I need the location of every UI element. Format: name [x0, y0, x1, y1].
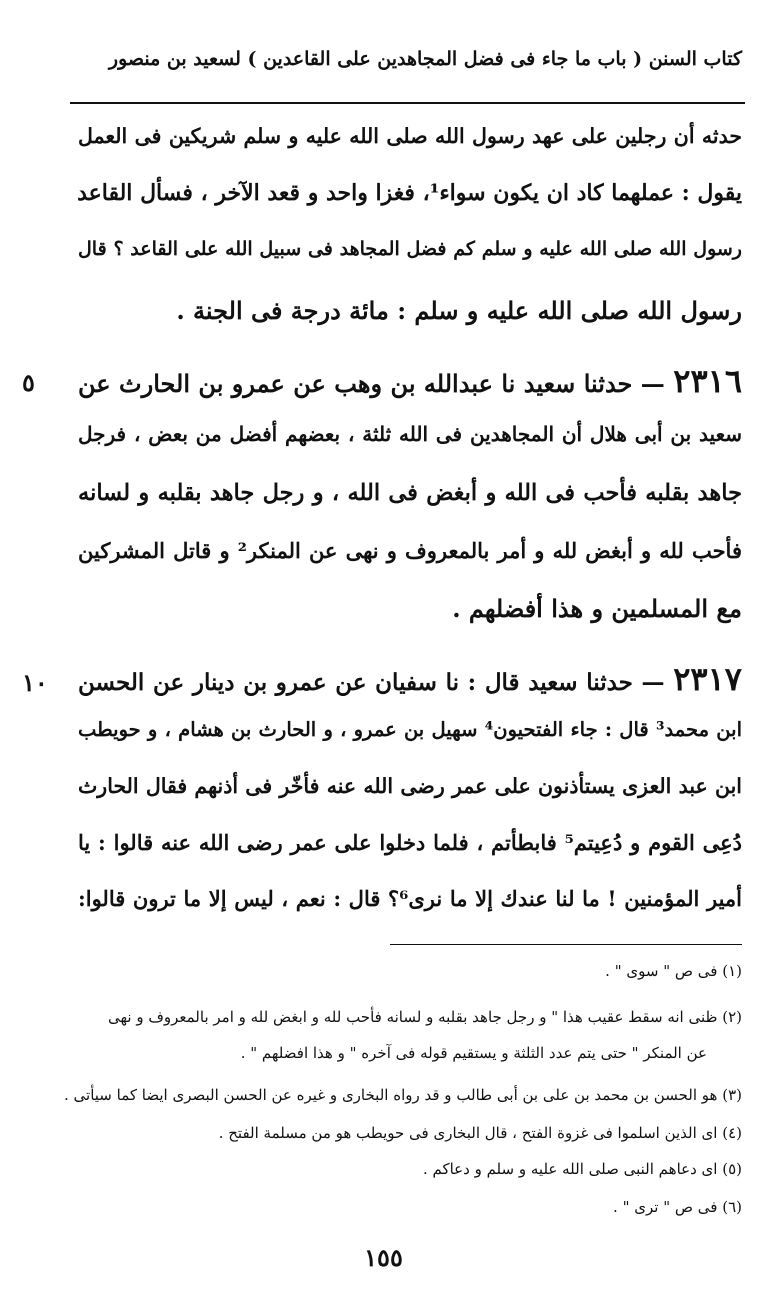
- footnote-2: (٢) ظنى انه سقط عقيب هذا " و رجل جاهد بقلبه و لسانه فأحب لله و ابغض لله و امر بالمعروف و نهى: [107, 1008, 742, 1026]
- body-line-2: يقول : عملهما كاد ان يكون سواء¹، فغزا واحد و قعد الآخر ، فسأل القاعد: [77, 180, 742, 206]
- footnote-6: (٦) فى ص " ترى " .: [613, 1198, 742, 1216]
- body-line-1: حدثه أن رجلين على عهد رسول الله صلى الله عليه و سلم شريكين فى العمل: [78, 124, 742, 148]
- margin-line-number: ٥: [22, 368, 35, 397]
- hadith-2317-line-5: أمير المؤمنين ! ما لنا عندك إلا ما نرى⁶؟ قال : نعم ، ليس إلا ما ترون قالوا:: [78, 886, 742, 911]
- hadith-2317-line-3: ابن عبد العزى يستأذنون على عمر رضى الله عنه فأخّر فى أذنهم فقال الحارث: [78, 774, 742, 798]
- hadith-2317-line-4: دُعِى القوم و دُعِيتم⁵ فابطأتم ، فلما دخلوا على عمر رضى الله عنه قالوا : يا: [78, 830, 742, 855]
- hadith-2316-line-4: فأحب لله و أبغض لله و أمر بالمعروف و نهى عن المنكر² و قاتل المشركين: [78, 538, 742, 563]
- footnote-1: (١) فى ص " سوى " .: [605, 962, 742, 980]
- hadith-2316-line-2: سعيد بن أبى هلال أن المجاهدين فى الله ثلثة ، بعضهم أفضل من بعض ، فرجل: [78, 422, 742, 446]
- hadith-2316-line-5: مع المسلمين و هذا أفضلهم .: [452, 594, 742, 623]
- page-number: ١٥٥: [364, 1243, 403, 1272]
- hadith-opening-text: — حدثنا سعيد نا عبدالله بن وهب عن عمرو بن الحارث عن: [78, 369, 665, 398]
- footnote-5: (٥) اى دعاهم النبى صلى الله عليه و سلم و دعاكم .: [422, 1160, 742, 1178]
- footnote-3: (٣) هو الحسن بن محمد بن على بن أبى طالب و قد رواه البخارى و غيره عن الحسن البصرى ايضا كما سيأتى .: [63, 1086, 742, 1104]
- footnote-4: (٤) اى الذين اسلموا فى غزوة الفتح ، قال البخارى فى حويطب هو من مسلمة الفتح .: [218, 1124, 742, 1142]
- footnote-2-continued: عن المنكر " حتى يتم عدد الثلثة و يستقيم قوله فى آخره " و هذا افضلهم " .: [240, 1044, 707, 1062]
- hadith-2316-line-3: جاهد بقلبه فأحب فى الله و أبغض فى الله ، و رجل جاهد بقلبه و لسانه: [78, 480, 742, 506]
- margin-line-number: ١٠: [22, 668, 48, 697]
- hadith-opening-text: — حدثنا سعيد قال : نا سفيان عن عمرو بن دينار عن الحسن: [78, 669, 665, 696]
- hadith-2317-line-2: ابن محمد³ قال : جاء الفتحيون⁴ سهيل بن عمرو ، و الحارث بن هشام ، و حويطب: [78, 718, 742, 741]
- body-line-3: رسول الله صلى الله عليه و سلم كم فضل المجاهد فى سبيل الله على القاعد ؟ قال: [78, 238, 742, 260]
- body-line-4: رسول الله صلى الله عليه و سلم : مائة درجة فى الجنة .: [176, 296, 742, 325]
- hadith-number: ٢٣١٧: [673, 660, 742, 698]
- header-divider: [70, 102, 745, 104]
- hadith-2316-first-line: [78, 362, 742, 400]
- hadith-number: ٢٣١٦: [673, 362, 742, 400]
- hadith-2317-first-line: [78, 660, 742, 698]
- footnote-divider: [390, 944, 742, 945]
- running-header: كتاب السنن ( باب ما جاء فى فضل المجاهدين على القاعدين ) لسعيد بن منصور: [108, 48, 742, 70]
